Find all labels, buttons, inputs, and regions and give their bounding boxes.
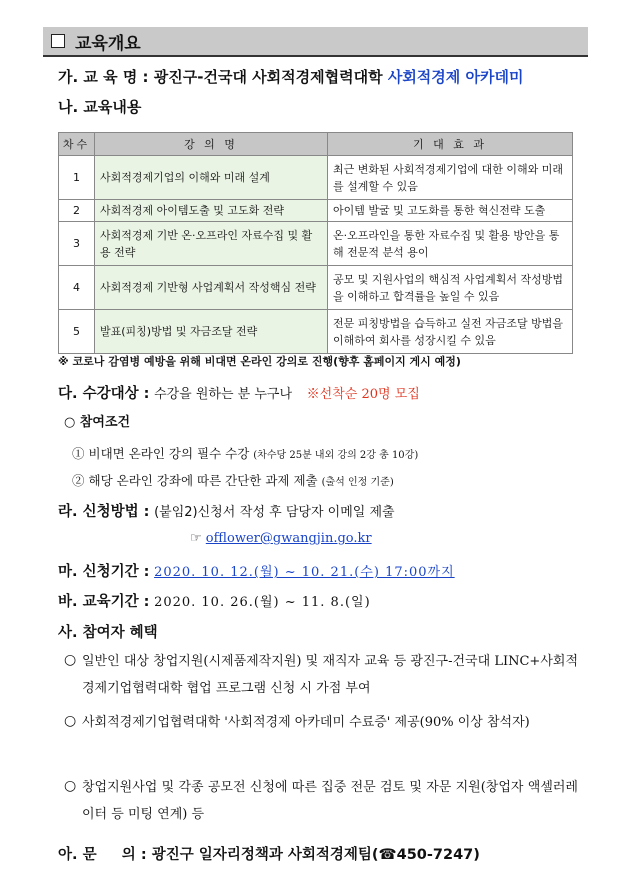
table-row [59, 222, 573, 266]
course-plan-table [58, 132, 573, 354]
benefits-heading: 사. 참여자 혜택 [58, 625, 158, 641]
bullet-icon: ○ [64, 778, 77, 794]
row-no: 3 [59, 222, 95, 266]
row-title: 발표(피칭)방법 및 자금조달 전략 [95, 310, 328, 354]
condition-text: 비대면 온라인 강의 필수 수강 [88, 446, 250, 461]
pointer-icon: ☞ [190, 531, 202, 546]
row-effect: 아이템 발굴 및 고도화를 통한 혁신전략 도출 [328, 200, 573, 222]
target-line [58, 382, 420, 403]
bullet-icon: ○ [64, 652, 77, 668]
benefit-item: 사회적경제기업협력대학 '사회적경제 아카데미 수료증' 제공(90% 이상 참석자) [82, 715, 530, 730]
benefit-item: 창업지원사업 및 각종 공모전 신청에 따른 집중 전문 검토 및 자문 지원(창업자 액셀러레이터 등 미팅 연계) 등 [82, 780, 578, 822]
target-value: 수강을 원하는 분 누구나 [154, 387, 293, 402]
condition-num: ① [72, 446, 85, 461]
table-row [59, 156, 573, 200]
apply-method-value: (붙임2)신청서 [154, 505, 236, 520]
condition-note: (출석 인정 기준) [321, 477, 394, 488]
target-highlight: ※선착순 20명 모집 [306, 387, 420, 402]
row-effect: 전문 피칭방법을 습득하고 실전 자금조달 방법을 이해하여 회사를 성장시킬 수 있음 [328, 310, 573, 354]
table-row [59, 266, 573, 310]
condition-text: 해당 온라인 강좌에 따른 간단한 과제 제출 [88, 473, 318, 488]
row-no: 1 [59, 156, 95, 200]
table-row [59, 200, 573, 222]
row-title: 사회적경제기업의 이해와 미래 설계 [95, 156, 328, 200]
apply-method-rest: 작성 후 담당자 이메일 제출 [239, 505, 395, 520]
content-heading: 나. 교육내용 [58, 98, 142, 116]
apply-period-line [58, 560, 455, 581]
edu-period-value: 2020. 10. 26.(월) ~ 11. 8.(일) [154, 595, 371, 610]
conditions-title: ○ 참여조건 [64, 415, 131, 430]
apply-period-label: 마. 신청기간 : [58, 564, 150, 580]
course-name-value: 광진구-건국대 사회적경제협력대학 [153, 68, 383, 86]
course-name-label: 가. 교 육 명 : [58, 68, 149, 86]
row-title: 사회적경제 기반 온·오프라인 자료수집 및 활용 전략 [95, 222, 328, 266]
condition-note: (차수당 25분 내외 강의 2강 총 10강) [253, 450, 419, 461]
online-notice: ※ 코로나 감염병 예방을 위해 비대면 온라인 강의로 진행(향후 홈페이지 게시 예정) [58, 355, 461, 368]
row-effect: 공모 및 지원사업의 핵심적 사업계획서 작성방법을 이해하고 합격률을 높일 수 있음 [328, 266, 573, 310]
apply-period-value: 2020. 10. 12.(월) ~ 10. 21.(수) 17:00까지 [154, 565, 455, 580]
header-lecture: 강 의 명 [95, 133, 328, 156]
header-round: 차수 [59, 133, 95, 156]
apply-method-label: 라. 신청방법 : [58, 504, 150, 520]
row-effect: 최근 변화된 사회적경제기업에 대한 이해와 미래를 설계할 수 있음 [328, 156, 573, 200]
inquiry-label: 아. 문 의 : [58, 847, 147, 863]
row-title: 사회적경제 아이템도출 및 고도화 전략 [95, 200, 328, 222]
edu-period-line [58, 590, 371, 611]
condition-item [72, 471, 394, 489]
row-title: 사회적경제 기반형 사업계획서 작성핵심 전략 [95, 266, 328, 310]
condition-num: ② [72, 473, 85, 488]
course-name-line [58, 66, 523, 87]
row-no: 4 [59, 266, 95, 310]
contact-email-link[interactable]: offlower@gwangjin.go.kr [205, 531, 372, 546]
target-label: 다. 수강대상 : [58, 386, 150, 402]
edu-period-label: 바. 교육기간 : [58, 594, 150, 610]
inquiry-line [58, 843, 480, 864]
table-row [59, 310, 573, 354]
inquiry-value: 광진구 일자리정책과 사회적경제팀(☎450-7247) [151, 847, 480, 863]
banner-title: 교육개요 [75, 33, 141, 54]
condition-item [72, 444, 418, 462]
row-no: 5 [59, 310, 95, 354]
section-banner [43, 27, 588, 57]
course-name-highlight: 사회적경제 아카데미 [387, 68, 524, 86]
row-effect: 온·오프라인을 통한 자료수집 및 활용 방안을 통해 전문적 분석 용이 [328, 222, 573, 266]
table-header-row [59, 133, 573, 156]
email-line [190, 531, 372, 546]
header-effect: 기 대 효 과 [328, 133, 573, 156]
row-no: 2 [59, 200, 95, 222]
checkbox-square-icon [51, 34, 65, 48]
benefit-item: 일반인 대상 창업지원(시제품제작지원) 및 재직자 교육 등 광진구-건국대 LINC+사회적경제기업협력대학 협업 프로그램 신청 시 가점 부여 [82, 654, 578, 696]
apply-method-line [58, 500, 395, 521]
bullet-icon: ○ [64, 713, 77, 729]
